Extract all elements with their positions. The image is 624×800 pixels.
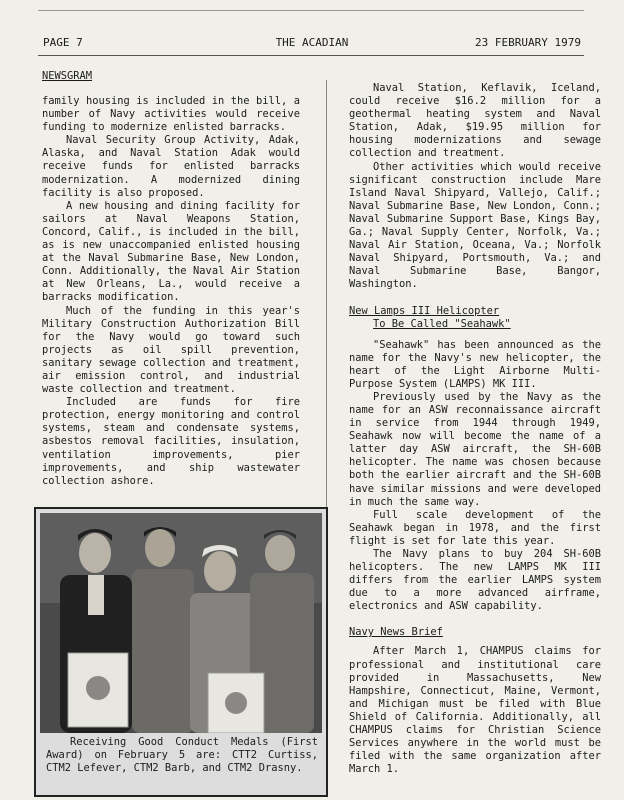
publication-title: THE ACADIAN — [275, 36, 349, 49]
issue-date: 23 FEBRUARY 1979 — [475, 36, 581, 49]
paragraph: Included are funds for fire protection, energy monitoring and control systems, steam and condensate systems, asbestos removal facilities, insulation, ventilation improvements, pier improvements, and ship wastewater collection ashore. — [42, 396, 300, 487]
top-rule — [38, 10, 584, 11]
paragraph: The Navy plans to buy 204 SH-60B helicopters. The new LAMPS MK III differs from the earlier LAMPS system due to a more advanced airframe, electronics and ASW capability. — [349, 548, 601, 613]
award-photo — [40, 513, 322, 733]
photo-caption — [46, 736, 318, 775]
paragraph: family housing is included in the bill, a number of Navy activities would receive funding to modernize enlisted barracks. — [42, 95, 300, 134]
sailors-photo-illustration — [40, 513, 322, 733]
paragraph: "Seahawk" has been announced as the name for the Navy's new helicopter, the heart of the Light Airborne Multi-Purpose System (LAMPS) MK III. — [349, 338, 601, 390]
paragraph: After March 1, CHAMPUS claims for professional and institutional care provided in Massachusetts, New Hampshire, Connecticut, Maine, Vermont, and Michigan must be filed with Blue Shield of California. Additionally, all CHAMPUS claims for Christian Science Services anywhere in the world must be filed with the same organization after March 1. — [349, 645, 601, 776]
page-number: PAGE 7 — [43, 36, 83, 49]
lamps-title-line-1: New Lamps III Helicopter — [349, 304, 500, 317]
lamps-title-line-2: To Be Called "Seahawk" — [373, 317, 511, 330]
section-title-lamps — [349, 305, 601, 331]
section-title-newsgram: NEWSGRAM — [42, 70, 93, 82]
paragraph: Much of the funding in this year's Military Construction Authorization Bill for the Navy would go toward such projects as oil spill prevention, sanitary sewage collection and treatment, air emission control, and industrial waste collection and treatment. — [42, 304, 300, 396]
paragraph: A new housing and dining facility for sailors at Naval Weapons Station, Concord, Calif., is included in the bill, as is new unaccompanied enlisted housing at the Naval Submarine Base, New London, Conn. Additionally, the Naval Air Station at New Orleans, La., would receive a barracks modification. — [42, 199, 300, 304]
caption-text: Receiving Good Conduct Medals (First Award) on February 5 are: CTT2 Curtiss, CTM2 Lefever, CTM2 Barb, and CTM2 Drasny. — [46, 736, 318, 775]
paragraph: Naval Security Group Activity, Adak, Alaska, and Naval Station Adak would receive funds for enlisted barracks modernization. A modernized dining facility is also proposed. — [42, 134, 300, 199]
right-column — [349, 82, 601, 776]
photo-frame — [34, 507, 328, 797]
paragraph: Full scale development of the Seahawk began in 1978, and the first flight is set for late this year. — [349, 508, 601, 547]
header-rule — [38, 55, 584, 56]
paragraph: Naval Station, Keflavik, Iceland, could receive $16.2 million for a geothermal heating system and Naval Station, Adak, $19.95 million for housing modernizations and sewage collection and treatment. — [349, 82, 601, 160]
paragraph: Previously used by the Navy as the name for an ASW reconnaissance aircraft in service from 1944 through 1949, Seahawk now will become the name of a latter day ASW aircraft, the SH-60B helicopter. The name was chosen because both the earlier aircraft and the SH-60B have similar missions and were developed in much the same way. — [349, 390, 601, 508]
left-column — [42, 95, 300, 488]
paragraph: Other activities which would receive significant construction include Mare Island Naval Shipyard, Vallejo, Calif.; Naval Submarine Base, New London, Conn.; Naval Submarine Support Base, Kings Bay, Ga.; Naval Supply Center, Norfolk, Va.; Naval Air Station, Oceana, Va.; Norfolk Naval Shipyard, Portsmouth, Va.; and Naval Submarine Base, Bangor, Washington. — [349, 160, 601, 291]
section-title-brief: Navy News Brief — [349, 626, 443, 639]
